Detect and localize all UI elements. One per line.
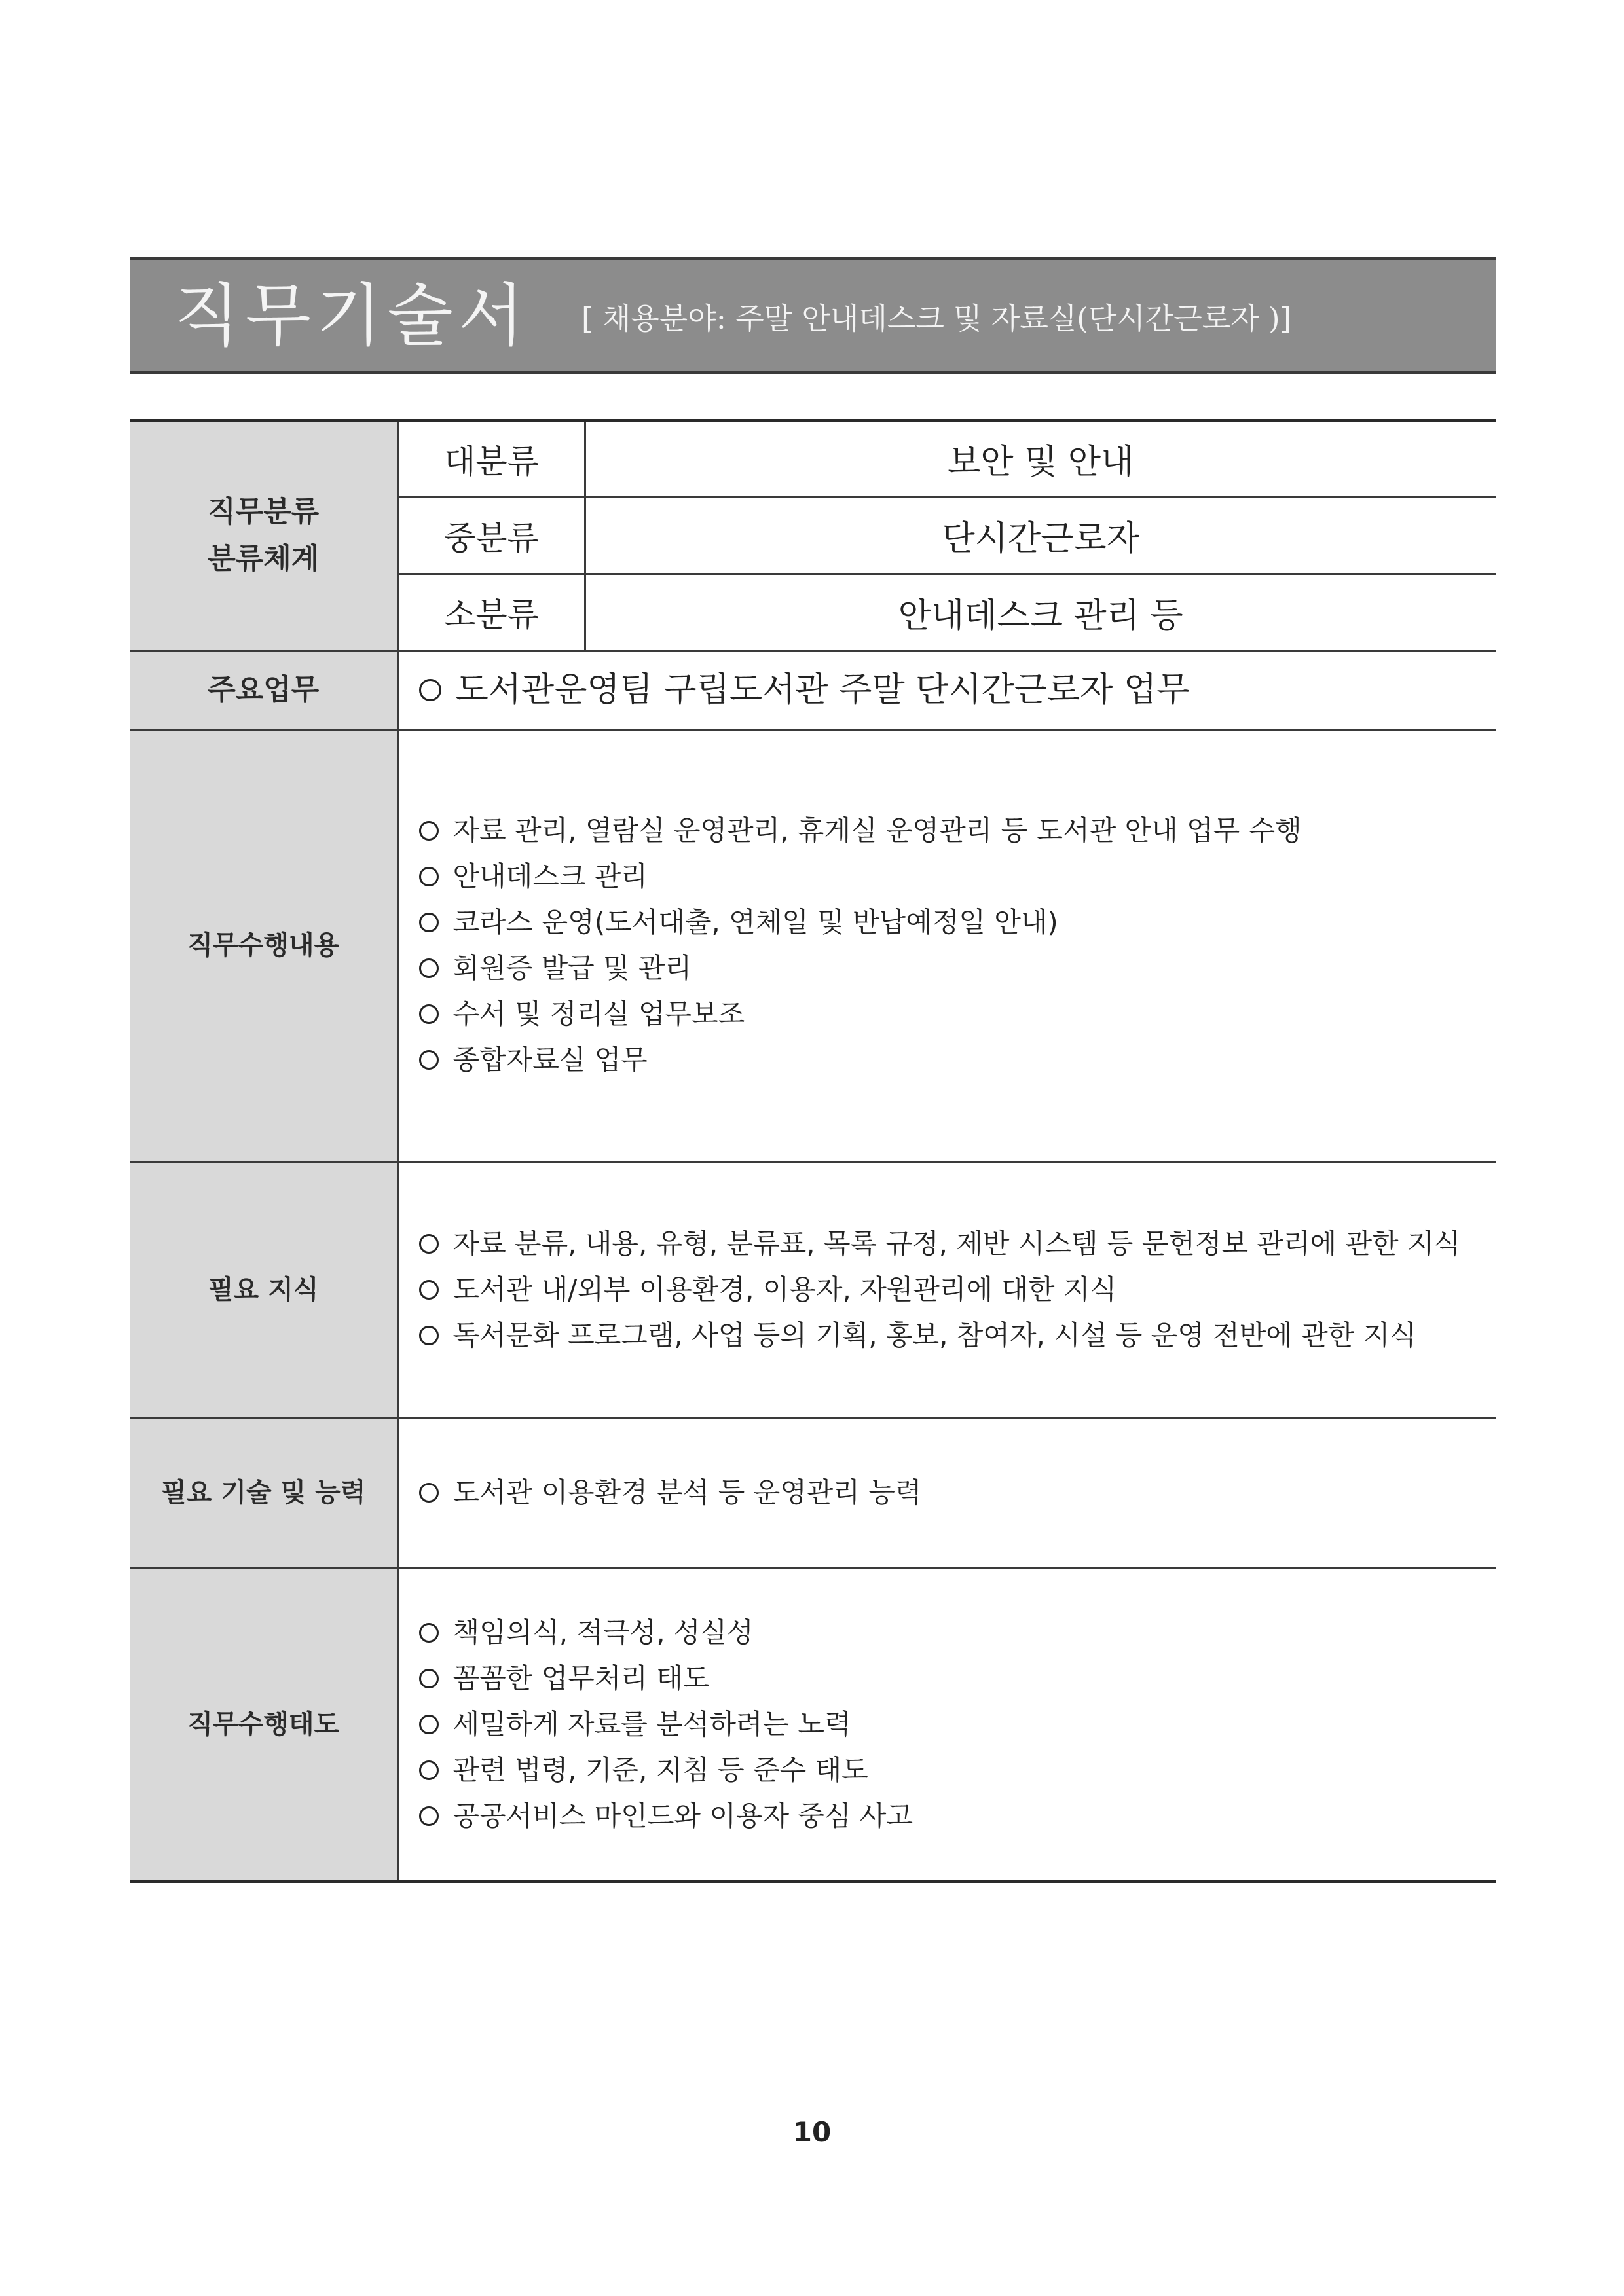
duty-content-header: 직무수행내용 bbox=[130, 729, 398, 1161]
circle-bullet-icon bbox=[419, 1050, 439, 1070]
main-duty-row bbox=[130, 651, 1496, 729]
title-banner bbox=[130, 257, 1496, 374]
middle-category-label: 중분류 bbox=[398, 497, 585, 574]
skills-row bbox=[130, 1418, 1496, 1567]
recruitment-field: [ 채용분야: 주말 안내데스크 및 자료실(단시간근로자 )] bbox=[581, 301, 1292, 336]
circle-bullet-icon bbox=[419, 913, 439, 932]
circle-bullet-icon bbox=[419, 679, 441, 701]
major-category-label: 대분류 bbox=[398, 420, 585, 497]
circle-bullet-icon bbox=[419, 1004, 439, 1024]
list-item: 공공서비스 마인드와 이용자 중심 사고 bbox=[419, 1793, 1496, 1839]
list-item: 자료 관리, 열람실 운영관리, 휴게실 운영관리 등 도서관 안내 업무 수행 bbox=[419, 808, 1496, 854]
circle-bullet-icon bbox=[419, 1623, 439, 1643]
attitude-header: 직무수행태도 bbox=[130, 1567, 398, 1882]
skills-header: 필요 기술 및 능력 bbox=[130, 1418, 398, 1567]
list-item: 종합자료실 업무 bbox=[419, 1037, 1496, 1083]
duty-content-row bbox=[130, 729, 1496, 1161]
list-item: 관련 법령, 기준, 지침 등 준수 태도 bbox=[419, 1747, 1496, 1793]
knowledge-list bbox=[398, 1161, 1496, 1418]
major-category-value: 보안 및 안내 bbox=[585, 420, 1496, 497]
classification-label-line1: 직무분류 bbox=[208, 495, 320, 529]
minor-category-value: 안내데스크 관리 등 bbox=[585, 574, 1496, 651]
classification-row-major bbox=[130, 420, 1496, 497]
list-item: 세밀하게 자료를 분석하려는 노력 bbox=[419, 1702, 1496, 1747]
classification-label-line2: 분류체계 bbox=[208, 542, 320, 576]
document-title: 직무기술서 bbox=[174, 276, 530, 355]
circle-bullet-icon bbox=[419, 867, 439, 886]
main-duty-content bbox=[398, 651, 1496, 729]
page-number: 10 bbox=[792, 2116, 832, 2148]
circle-bullet-icon bbox=[419, 1669, 439, 1688]
middle-category-value: 단시간근로자 bbox=[585, 497, 1496, 574]
list-item: 수서 및 정리실 업무보조 bbox=[419, 991, 1496, 1037]
list-item: 도서관 내/외부 이용환경, 이용자, 자원관리에 대한 지식 bbox=[419, 1267, 1496, 1313]
list-item: 책임의식, 적극성, 성실성 bbox=[419, 1610, 1496, 1656]
list-item: 도서관 이용환경 분석 등 운영관리 능력 bbox=[419, 1470, 1496, 1516]
list-item: 독서문화 프로그램, 사업 등의 기획, 홍보, 참여자, 시설 등 운영 전반에 관한 지식 bbox=[419, 1313, 1496, 1358]
circle-bullet-icon bbox=[419, 1483, 439, 1503]
circle-bullet-icon bbox=[419, 1715, 439, 1734]
list-item: 코라스 운영(도서대출, 연체일 및 반납예정일 안내) bbox=[419, 900, 1496, 945]
knowledge-row bbox=[130, 1161, 1496, 1418]
main-duty-header: 주요업무 bbox=[130, 651, 398, 729]
classification-header bbox=[130, 420, 398, 651]
circle-bullet-icon bbox=[419, 1280, 439, 1300]
minor-category-label: 소분류 bbox=[398, 574, 585, 651]
attitude-list bbox=[398, 1567, 1496, 1882]
circle-bullet-icon bbox=[419, 1234, 439, 1254]
duty-content-list bbox=[398, 729, 1496, 1161]
knowledge-header: 필요 지식 bbox=[130, 1161, 398, 1418]
circle-bullet-icon bbox=[419, 821, 439, 841]
list-item: 도서관운영팀 구립도서관 주말 단시간근로자 업무 bbox=[419, 666, 1496, 714]
circle-bullet-icon bbox=[419, 1806, 439, 1826]
circle-bullet-icon bbox=[419, 1326, 439, 1345]
circle-bullet-icon bbox=[419, 958, 439, 978]
skills-list bbox=[398, 1418, 1496, 1567]
list-item: 꼼꼼한 업무처리 태도 bbox=[419, 1656, 1496, 1702]
circle-bullet-icon bbox=[419, 1760, 439, 1780]
attitude-row bbox=[130, 1567, 1496, 1882]
list-item: 자료 분류, 내용, 유형, 분류표, 목록 규정, 제반 시스템 등 문헌정보 관리에 관한 지식 bbox=[419, 1221, 1496, 1267]
list-item: 안내데스크 관리 bbox=[419, 854, 1496, 900]
job-description-table bbox=[130, 419, 1496, 1883]
list-item: 회원증 발급 및 관리 bbox=[419, 945, 1496, 991]
